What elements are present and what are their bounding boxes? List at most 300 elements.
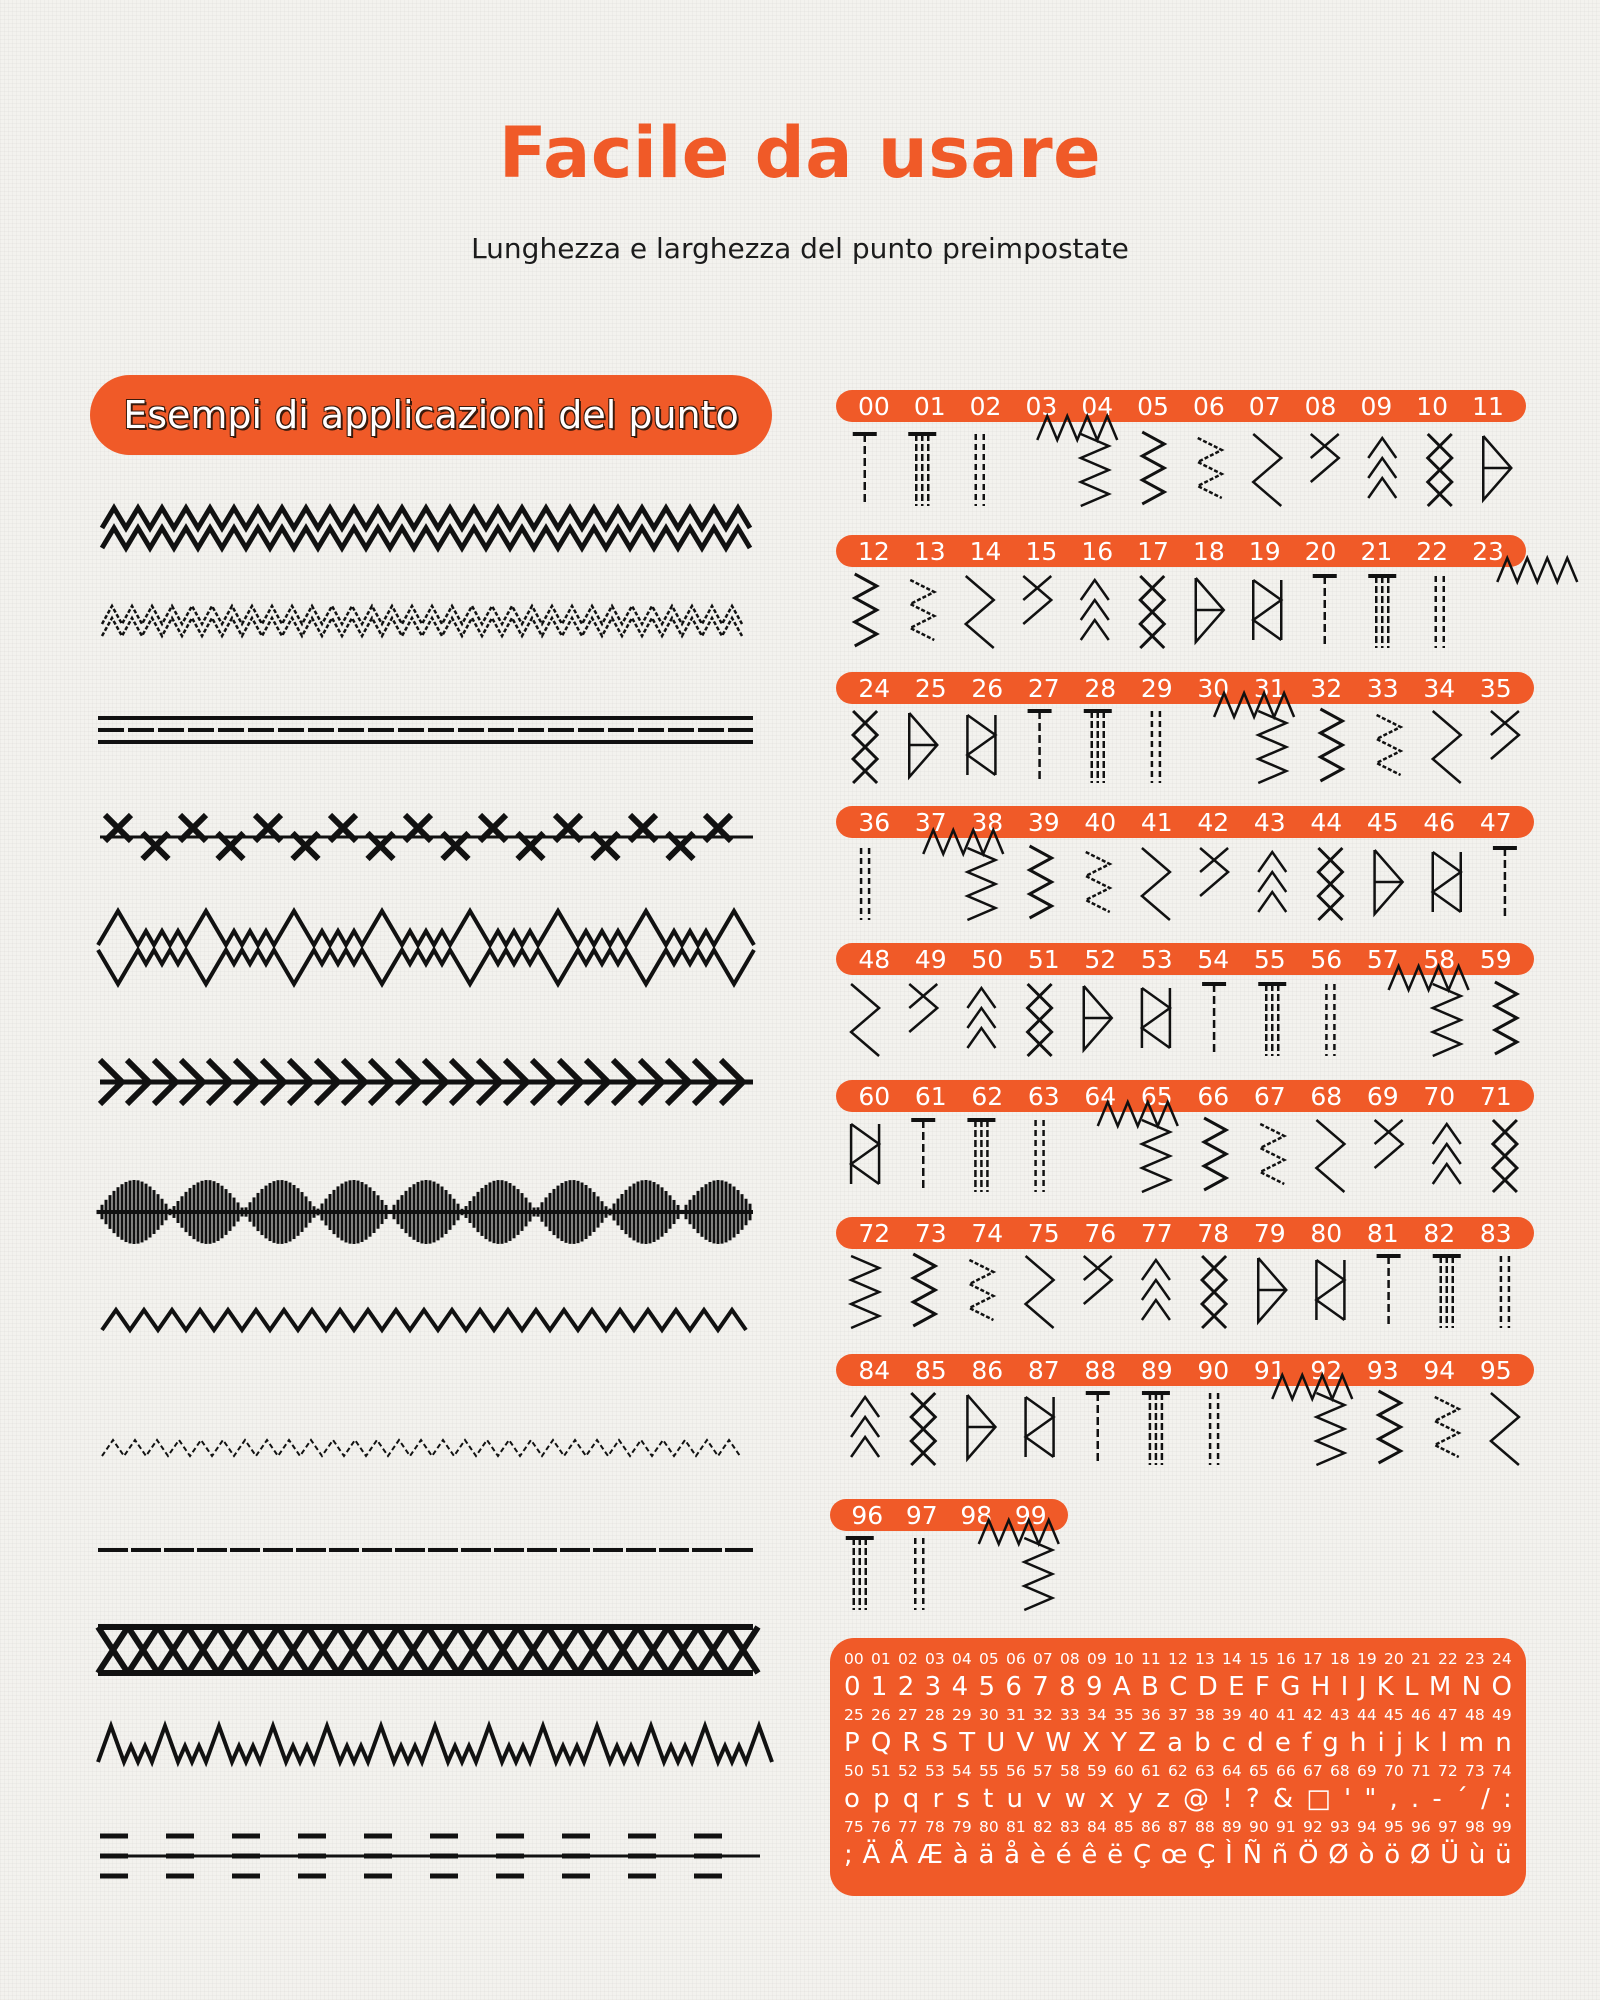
alphabet-char: p xyxy=(873,1784,890,1814)
stitch-pattern-icon xyxy=(846,1538,874,1610)
alphabet-number: 70 xyxy=(1384,1762,1404,1780)
stitch-pattern-icon xyxy=(1375,1120,1403,1168)
alphabet-number: 34 xyxy=(1087,1706,1107,1724)
stitch-number-label: 37 xyxy=(914,807,947,837)
stitch-number-label: 17 xyxy=(1137,536,1169,566)
stitch-number-label: 45 xyxy=(1366,807,1399,837)
stitch-number-label: 18 xyxy=(1192,536,1225,566)
stitch-pattern-icon xyxy=(1026,1397,1054,1457)
alphabet-number: 98 xyxy=(1465,1818,1485,1836)
stitch-number-label: 54 xyxy=(1197,944,1230,974)
alphabet-char: K xyxy=(1376,1672,1394,1702)
stitch-pattern-icon xyxy=(1142,1260,1170,1320)
alphabet-number: 90 xyxy=(1249,1818,1269,1836)
alphabet-char-row xyxy=(844,1726,1512,1760)
alphabet-number: 04 xyxy=(952,1650,972,1668)
alphabet-number: 03 xyxy=(925,1650,945,1668)
stitch-pattern-icon xyxy=(855,574,877,646)
alphabet-char: ë xyxy=(1107,1840,1124,1870)
stitch-number-label: 38 xyxy=(971,807,1004,837)
stitch-pattern-icon xyxy=(1491,1393,1519,1465)
stitch-pattern-icon xyxy=(967,848,995,920)
alphabet-char: 1 xyxy=(870,1672,888,1702)
alphabet-number: 52 xyxy=(898,1762,918,1780)
stitch-number-row xyxy=(836,806,1534,838)
alphabet-char: N xyxy=(1461,1672,1482,1702)
stitch-pattern-icon xyxy=(1316,1393,1344,1465)
stitch-number-label: 05 xyxy=(1137,391,1169,421)
alphabet-char: t xyxy=(983,1784,994,1814)
stitch-pattern-icon xyxy=(1142,432,1164,504)
alphabet-number: 20 xyxy=(1384,1650,1404,1668)
alphabet-char: m xyxy=(1458,1728,1485,1758)
alphabet-char: 0 xyxy=(844,1672,861,1702)
alphabet-char: y xyxy=(1127,1784,1144,1814)
stitch-example-bar-dash xyxy=(100,1836,760,1876)
stitch-number-label: 63 xyxy=(1027,1081,1060,1111)
stitch-number-label: 69 xyxy=(1366,1081,1399,1111)
stitch-example-diamond-lattice xyxy=(98,1627,758,1673)
alphabet-number: 25 xyxy=(844,1706,864,1724)
alphabet-char: g xyxy=(1322,1728,1339,1758)
stitch-pattern-icon xyxy=(1433,852,1461,912)
stitch-number-label: 27 xyxy=(1027,673,1060,703)
stitch-icon-row xyxy=(830,1532,1068,1632)
stitch-number-label: 76 xyxy=(1084,1218,1117,1248)
stitch-number-label: 72 xyxy=(858,1218,891,1248)
stitch-pattern-icon xyxy=(1316,1260,1344,1320)
stitch-pattern-icon xyxy=(909,984,937,1032)
alphabet-number: 66 xyxy=(1276,1762,1296,1780)
alphabet-number: 92 xyxy=(1303,1818,1323,1836)
alphabet-number: 07 xyxy=(1033,1650,1053,1668)
stitch-pattern-icon xyxy=(1142,1120,1170,1192)
stitch-example-chevron xyxy=(100,1060,753,1104)
stitch-number-label: 98 xyxy=(960,1500,993,1530)
alphabet-char: Q xyxy=(870,1728,892,1758)
stitch-number-row xyxy=(836,672,1534,704)
alphabet-number: 33 xyxy=(1060,1706,1080,1724)
stitch-icon-row xyxy=(836,570,1526,670)
stitch-pattern-icon xyxy=(1030,846,1052,918)
stitch-pattern-icon xyxy=(851,984,879,1056)
stitch-number-label: 68 xyxy=(1310,1081,1343,1111)
alphabet-char: Ü xyxy=(1440,1840,1460,1870)
stitch-icon-row xyxy=(836,1250,1534,1350)
alphabet-char: c xyxy=(1221,1728,1237,1758)
stitch-pattern-icon xyxy=(967,1120,995,1192)
alphabet-char: 8 xyxy=(1059,1672,1076,1702)
stitch-example-satin-diamond xyxy=(98,1180,753,1244)
alphabet-char: q xyxy=(902,1784,920,1814)
alphabet-number: 15 xyxy=(1249,1650,1269,1668)
stitch-number-label: 62 xyxy=(971,1081,1004,1111)
alphabet-number: 77 xyxy=(898,1818,918,1836)
alphabet-char: " xyxy=(1364,1784,1377,1814)
stitch-number-label: 07 xyxy=(1248,391,1281,421)
alphabet-char: j xyxy=(1395,1728,1404,1758)
alphabet-number: 76 xyxy=(871,1818,891,1836)
stitch-pattern-icon xyxy=(1493,1120,1517,1192)
alphabet-char-row xyxy=(844,1670,1512,1704)
alphabet-char: Y xyxy=(1111,1728,1128,1758)
alphabet-char: Ä xyxy=(862,1840,881,1870)
alphabet-number: 87 xyxy=(1168,1818,1188,1836)
alphabet-char: R xyxy=(902,1728,921,1758)
alphabet-number: 21 xyxy=(1411,1650,1431,1668)
alphabet-char-row xyxy=(844,1838,1512,1872)
stitch-pattern-icon xyxy=(1379,1391,1401,1463)
stitch-pattern-icon xyxy=(861,848,869,920)
alphabet-number: 30 xyxy=(979,1706,999,1724)
alphabet-char: - xyxy=(1432,1784,1442,1814)
stitch-number-label: 83 xyxy=(1479,1218,1512,1248)
alphabet-char: J xyxy=(1358,1672,1367,1702)
alphabet-number: 41 xyxy=(1276,1706,1296,1724)
alphabet-number-row xyxy=(844,1760,1512,1782)
alphabet-number: 02 xyxy=(898,1650,918,1668)
page-title: Facile da usare xyxy=(498,112,1102,194)
alphabet-char: ù xyxy=(1468,1840,1486,1870)
stitch-number-label: 71 xyxy=(1479,1081,1512,1111)
alphabet-char: Å xyxy=(890,1840,908,1870)
stitch-number-label: 74 xyxy=(971,1218,1004,1248)
alphabet-number: 05 xyxy=(979,1650,999,1668)
stitch-icon-row xyxy=(836,1387,1534,1487)
stitch-number-label: 13 xyxy=(913,536,946,566)
alphabet-char: U xyxy=(986,1728,1006,1758)
alphabet-number: 35 xyxy=(1114,1706,1134,1724)
alphabet-number: 26 xyxy=(871,1706,891,1724)
stitch-pattern-icon xyxy=(1311,434,1339,482)
alphabet-char: Z xyxy=(1138,1728,1156,1758)
stitch-number-label: 43 xyxy=(1253,807,1286,837)
stitch-number-label: 24 xyxy=(858,673,891,703)
alphabet-number: 63 xyxy=(1195,1762,1215,1780)
alphabet-number: 88 xyxy=(1195,1818,1215,1836)
stitch-number-label: 00 xyxy=(858,391,890,421)
alphabet-char: D xyxy=(1197,1672,1218,1702)
stitch-pattern-icon xyxy=(1501,1256,1509,1328)
stitch-example-blanket-wave xyxy=(98,1726,772,1762)
stitch-pattern-icon xyxy=(1202,1256,1226,1328)
stitch-pattern-icon xyxy=(1084,986,1112,1050)
alphabet-char: i xyxy=(1377,1728,1385,1758)
alphabet-char: & xyxy=(1272,1784,1294,1814)
stitch-pattern-icon xyxy=(967,988,995,1048)
alphabet-char: Ç xyxy=(1132,1840,1152,1870)
alphabet-char: x xyxy=(1099,1784,1115,1814)
alphabet-char: Æ xyxy=(917,1840,943,1870)
stitch-number-label: 10 xyxy=(1416,391,1449,421)
alphabet-number: 11 xyxy=(1141,1650,1161,1668)
stitch-number-label: 56 xyxy=(1310,944,1343,974)
stitch-pattern-icon xyxy=(1433,1256,1461,1328)
alphabet-panel xyxy=(830,1638,1526,1896)
stitch-pattern-icon xyxy=(966,576,994,648)
stitch-number-label: 75 xyxy=(1027,1218,1060,1248)
alphabet-char: Ç xyxy=(1197,1840,1216,1870)
alphabet-char: r xyxy=(932,1784,944,1814)
stitch-pattern-icon xyxy=(1368,576,1396,648)
stitch-number-label: 21 xyxy=(1360,536,1393,566)
alphabet-char: w xyxy=(1064,1784,1086,1814)
alphabet-number: 85 xyxy=(1114,1818,1134,1836)
alphabet-char: . xyxy=(1410,1784,1420,1814)
stitch-number-label: 19 xyxy=(1248,536,1281,566)
alphabet-char: W xyxy=(1045,1728,1072,1758)
stitch-number-label: 16 xyxy=(1081,536,1114,566)
stitch-number-label: 78 xyxy=(1197,1218,1230,1248)
stitch-number-label: 04 xyxy=(1081,391,1114,421)
stitch-example-zigzag-medium xyxy=(102,1310,746,1330)
stitch-pattern-icon xyxy=(1258,852,1286,912)
stitch-number-label: 99 xyxy=(1014,1500,1047,1530)
alphabet-char: I xyxy=(1340,1672,1349,1702)
alphabet-char: a xyxy=(1167,1728,1184,1758)
alphabet-number: 99 xyxy=(1492,1818,1512,1836)
stitch-number-label: 12 xyxy=(858,536,890,566)
alphabet-char: ä xyxy=(978,1840,995,1870)
stitch-number-label: 15 xyxy=(1025,536,1058,566)
alphabet-char: ' xyxy=(1344,1784,1352,1814)
stitch-pattern-icon xyxy=(1318,848,1342,920)
stitch-number-label: 96 xyxy=(851,1500,884,1530)
stitch-example-zigzag-dashed xyxy=(102,1440,740,1456)
stitch-pattern-icon xyxy=(1200,848,1228,896)
alphabet-number: 42 xyxy=(1303,1706,1323,1724)
stitch-pattern-icon xyxy=(1028,711,1052,783)
stitch-pattern-icon xyxy=(1313,576,1337,648)
stitch-pattern-icon xyxy=(911,1120,935,1192)
alphabet-number: 43 xyxy=(1330,1706,1350,1724)
stitch-pattern-icon xyxy=(1028,984,1052,1056)
stitch-pattern-icon xyxy=(1258,984,1286,1056)
stitch-pattern-icon xyxy=(1026,1256,1054,1328)
alphabet-char-row xyxy=(844,1782,1512,1816)
stitch-icon-row xyxy=(836,842,1534,942)
stitch-number-label: 14 xyxy=(969,536,1002,566)
alphabet-number: 84 xyxy=(1087,1818,1107,1836)
alphabet-char: 4 xyxy=(951,1672,969,1702)
alphabet-char: b xyxy=(1194,1728,1211,1758)
alphabet-number: 95 xyxy=(1384,1818,1404,1836)
alphabet-char: ; xyxy=(844,1840,853,1870)
stitch-pattern-icon xyxy=(1375,850,1403,914)
stitch-number-label: 92 xyxy=(1310,1355,1343,1385)
stitch-pattern-icon xyxy=(1316,1120,1344,1192)
stitch-pattern-icon xyxy=(1320,709,1342,781)
alphabet-number: 54 xyxy=(952,1762,972,1780)
stitch-number-label: 08 xyxy=(1304,391,1337,421)
stitch-number-label: 44 xyxy=(1310,807,1343,837)
alphabet-number: 12 xyxy=(1168,1650,1188,1668)
stitch-number-label: 87 xyxy=(1027,1355,1060,1385)
stitch-pattern-icon xyxy=(1433,984,1461,1056)
stitch-pattern-icon xyxy=(1377,715,1401,775)
stitch-pattern-icon xyxy=(1086,852,1110,912)
alphabet-number: 28 xyxy=(925,1706,945,1724)
alphabet-char: ´ xyxy=(1454,1784,1468,1814)
stitch-number-label: 95 xyxy=(1479,1355,1512,1385)
alphabet-number: 68 xyxy=(1330,1762,1350,1780)
alphabet-char: C xyxy=(1169,1672,1188,1702)
stitch-pattern-icon xyxy=(1433,711,1461,783)
alphabet-char: Ö xyxy=(1298,1840,1319,1870)
stitch-pattern-icon xyxy=(1258,711,1286,783)
alphabet-char: s xyxy=(956,1784,970,1814)
stitch-pattern-icon xyxy=(851,1397,879,1457)
alphabet-char: œ xyxy=(1160,1840,1188,1870)
alphabet-number: 40 xyxy=(1249,1706,1269,1724)
alphabet-number: 78 xyxy=(925,1818,945,1836)
stitch-pattern-icon xyxy=(1368,438,1396,498)
stitch-pattern-icon xyxy=(915,1538,923,1610)
stitch-pattern-icon xyxy=(1493,848,1517,920)
alphabet-char: , xyxy=(1389,1784,1398,1814)
stitch-number-label: 59 xyxy=(1479,944,1512,974)
alphabet-char: z xyxy=(1156,1784,1170,1814)
stitch-pattern-icon xyxy=(1140,576,1164,648)
stitch-number-label: 55 xyxy=(1253,944,1286,974)
stitch-number-label: 42 xyxy=(1197,807,1230,837)
alphabet-number: 71 xyxy=(1411,1762,1431,1780)
alphabet-char: Ø xyxy=(1409,1840,1431,1870)
alphabet-number: 10 xyxy=(1114,1650,1134,1668)
alphabet-number: 16 xyxy=(1276,1650,1296,1668)
alphabet-number: 06 xyxy=(1006,1650,1026,1668)
alphabet-number: 73 xyxy=(1465,1762,1485,1780)
alphabet-char: 2 xyxy=(897,1672,915,1702)
stitch-pattern-icon xyxy=(1084,1256,1112,1304)
stitch-pattern-icon xyxy=(1491,711,1519,759)
alphabet-char: L xyxy=(1404,1672,1419,1702)
stitch-pattern-icon xyxy=(853,434,877,506)
stitch-number-label: 34 xyxy=(1423,673,1456,703)
alphabet-number-row xyxy=(844,1648,1512,1670)
alphabet-number: 38 xyxy=(1195,1706,1215,1724)
stitch-number-label: 35 xyxy=(1479,673,1512,703)
alphabet-number: 19 xyxy=(1357,1650,1377,1668)
alphabet-number: 32 xyxy=(1033,1706,1053,1724)
stitch-number-label: 60 xyxy=(858,1081,891,1111)
alphabet-number: 36 xyxy=(1141,1706,1161,1724)
stitch-number-label: 82 xyxy=(1423,1218,1456,1248)
stitch-pattern-icon xyxy=(909,713,937,777)
stitch-number-label: 90 xyxy=(1197,1355,1230,1385)
stitch-number-label: 29 xyxy=(1140,673,1173,703)
stitch-pattern-icon xyxy=(1202,984,1226,1056)
stitch-number-label: 22 xyxy=(1416,536,1449,566)
alphabet-char: A xyxy=(1112,1672,1131,1702)
alphabet-number: 69 xyxy=(1357,1762,1377,1780)
stitch-number-label: 89 xyxy=(1140,1355,1173,1385)
alphabet-char: F xyxy=(1254,1672,1270,1702)
stitch-pattern-icon xyxy=(1142,1393,1170,1465)
stitch-pattern-icon xyxy=(1024,1538,1052,1610)
alphabet-number: 60 xyxy=(1114,1762,1134,1780)
stitch-icon-row xyxy=(836,978,1534,1078)
alphabet-char: l xyxy=(1440,1728,1448,1758)
stitch-number-label: 02 xyxy=(969,391,1002,421)
alphabet-number: 53 xyxy=(925,1762,945,1780)
stitch-pattern-icon xyxy=(1260,1124,1284,1184)
alphabet-number: 31 xyxy=(1006,1706,1026,1724)
alphabet-number: 14 xyxy=(1222,1650,1242,1668)
stitch-number-label: 41 xyxy=(1140,807,1173,837)
alphabet-number: 50 xyxy=(844,1762,864,1780)
alphabet-number: 56 xyxy=(1006,1762,1026,1780)
alphabet-char: T xyxy=(959,1728,976,1758)
alphabet-char: V xyxy=(1016,1728,1035,1758)
alphabet-char: 3 xyxy=(924,1672,942,1702)
alphabet-char: Ø xyxy=(1328,1840,1349,1870)
alphabet-char: f xyxy=(1301,1728,1312,1758)
stitch-pattern-icon xyxy=(1152,711,1160,783)
alphabet-number: 44 xyxy=(1357,1706,1377,1724)
stitch-number-label: 64 xyxy=(1084,1081,1117,1111)
alphabet-number: 51 xyxy=(871,1762,891,1780)
alphabet-number: 49 xyxy=(1492,1706,1512,1724)
stitch-number-label: 73 xyxy=(914,1218,947,1248)
alphabet-number: 17 xyxy=(1303,1650,1323,1668)
alphabet-char: 9 xyxy=(1086,1672,1103,1702)
alphabet-number: 58 xyxy=(1060,1762,1080,1780)
stitch-number-label: 58 xyxy=(1423,944,1456,974)
alphabet-char: o xyxy=(844,1784,860,1814)
alphabet-number: 18 xyxy=(1330,1650,1350,1668)
alphabet-char: å xyxy=(1004,1840,1021,1870)
stitch-pattern-icon xyxy=(1081,434,1109,506)
stitch-number-label: 49 xyxy=(914,944,947,974)
alphabet-char: ö xyxy=(1384,1840,1401,1870)
stitch-number-label: 48 xyxy=(858,944,891,974)
stitch-pattern-icon xyxy=(1495,982,1517,1054)
alphabet-char: h xyxy=(1349,1728,1367,1758)
stitch-pattern-icon xyxy=(913,1254,935,1326)
stitch-number-row xyxy=(836,535,1526,567)
stitch-pattern-icon xyxy=(1436,576,1444,648)
stitch-icon-row xyxy=(836,705,1534,805)
stitch-number-label: 09 xyxy=(1360,391,1393,421)
alphabet-number: 64 xyxy=(1222,1762,1242,1780)
stitch-number-label: 46 xyxy=(1423,807,1456,837)
alphabet-number: 65 xyxy=(1249,1762,1269,1780)
alphabet-number: 59 xyxy=(1087,1762,1107,1780)
stitch-pattern-icon xyxy=(1210,1393,1218,1465)
stitch-pattern-icon xyxy=(1258,1258,1286,1322)
stitch-example-shell-wave xyxy=(98,911,754,984)
stitch-number-label: 77 xyxy=(1140,1218,1173,1248)
stitch-number-label: 86 xyxy=(971,1355,1004,1385)
stitch-pattern-icon xyxy=(853,711,877,783)
stitch-pattern-icon xyxy=(1142,988,1170,1048)
alphabet-char: □ xyxy=(1306,1784,1331,1814)
alphabet-number: 81 xyxy=(1006,1818,1026,1836)
alphabet-char: E xyxy=(1228,1672,1245,1702)
stitch-example-straight-triple xyxy=(98,718,753,742)
alphabet-char: ü xyxy=(1495,1840,1512,1870)
stitch-number-label: 36 xyxy=(858,807,891,837)
stitch-number-label: 25 xyxy=(914,673,947,703)
alphabet-char: O xyxy=(1491,1672,1512,1702)
stitch-pattern-icon xyxy=(976,434,984,506)
stitch-pattern-icon xyxy=(1086,1393,1110,1465)
stitch-pattern-icon xyxy=(910,580,934,640)
alphabet-number: 74 xyxy=(1492,1762,1512,1780)
stitch-number-label: 31 xyxy=(1253,673,1286,703)
alphabet-char: / xyxy=(1481,1784,1490,1814)
